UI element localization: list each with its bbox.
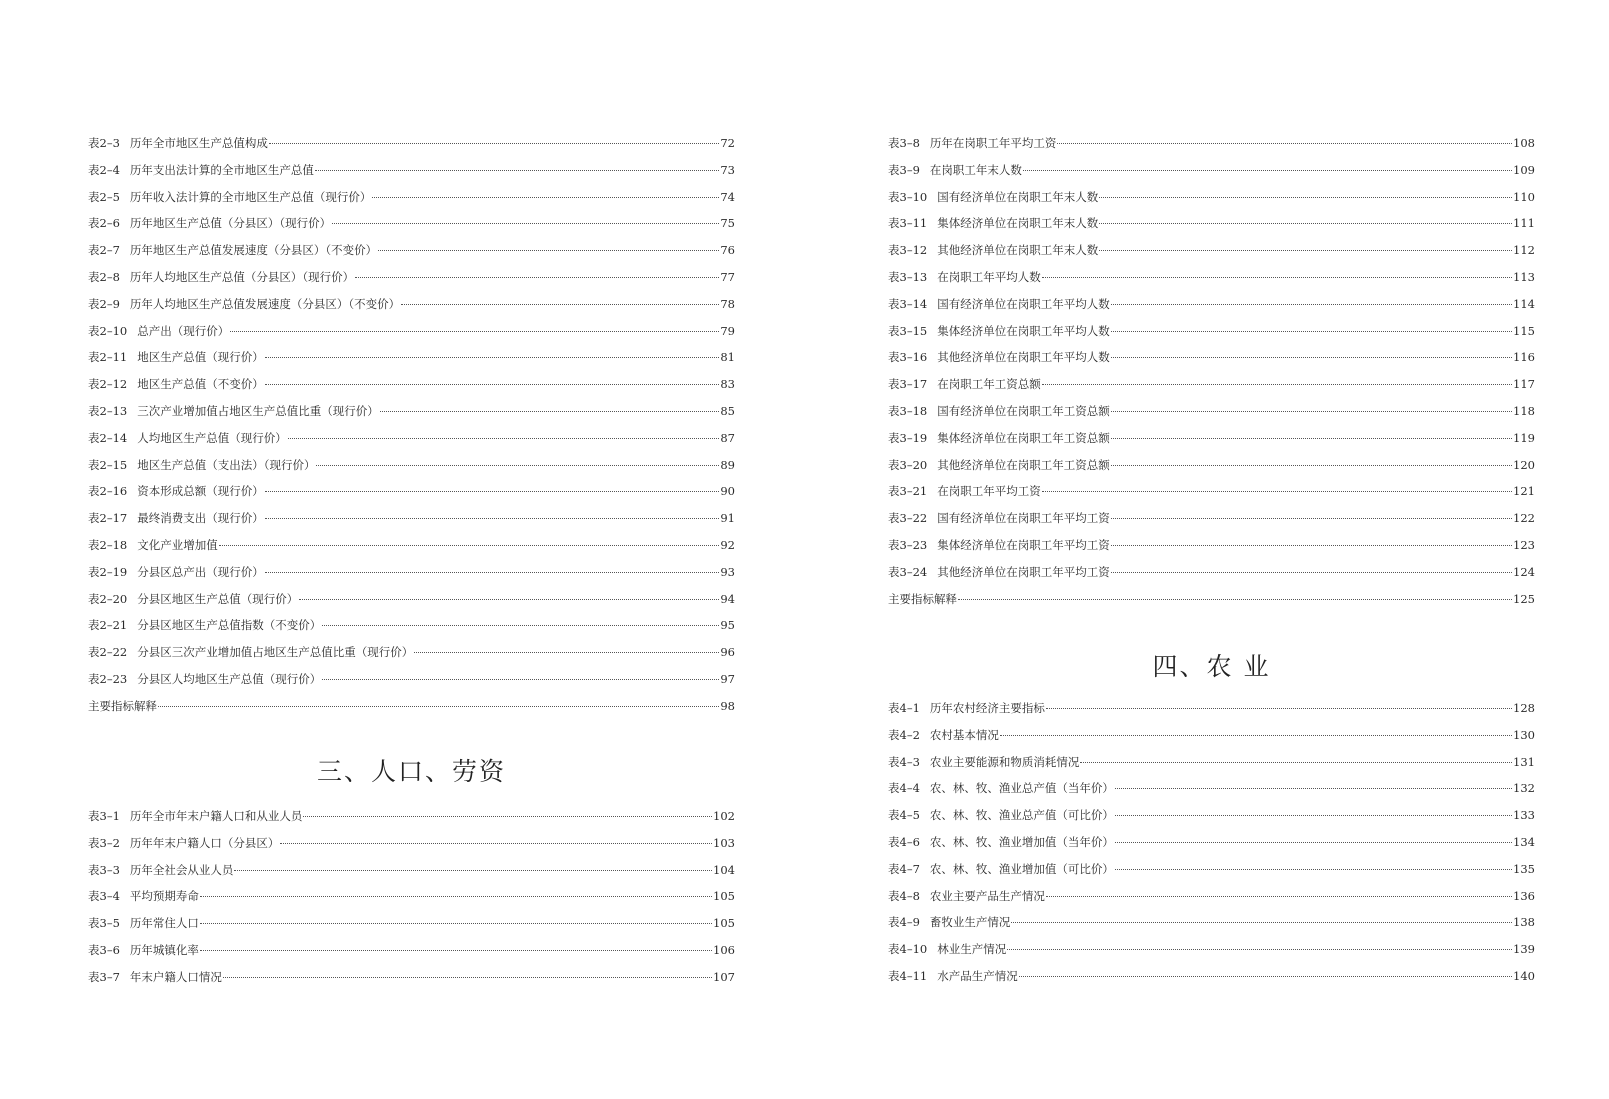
toc-entry[interactable] — [88, 269, 735, 296]
toc-entry-title: 历年农村经济主要指标 — [929, 701, 1045, 715]
toc-entry-page-number: 136 — [1513, 888, 1535, 903]
toc-entry-page-number: 110 — [1513, 189, 1535, 204]
toc-entry-page-number: 74 — [720, 189, 735, 204]
toc-entry[interactable] — [88, 969, 735, 996]
toc-entry-title: 国有经济单位在岗职工年平均工资 — [937, 511, 1110, 526]
leader-dots — [322, 679, 719, 680]
toc-entry-page-number: 125 — [1513, 591, 1535, 606]
left-page — [88, 0, 735, 1099]
toc-entry-title: 农、林、牧、渔业增加值（当年价） — [929, 834, 1114, 849]
toc-entry-page-number: 132 — [1513, 781, 1535, 796]
toc-entry-page-number: 73 — [720, 162, 735, 177]
toc-entry-title: 地区生产总值（不变价） — [137, 377, 264, 392]
toc-entry-code: 表4–4 — [888, 781, 920, 796]
toc-entry[interactable] — [888, 861, 1535, 888]
toc-entry[interactable] — [888, 727, 1535, 754]
leader-dots — [1042, 277, 1512, 278]
toc-entry-page-number: 107 — [713, 969, 735, 984]
toc-entry-page-number: 81 — [720, 350, 735, 365]
leader-dots — [322, 625, 719, 626]
toc-list-right-top — [888, 135, 1535, 617]
toc-entry-code: 表2–11 — [88, 350, 128, 365]
toc-entry-page-number: 109 — [1513, 162, 1535, 177]
toc-entry[interactable] — [888, 941, 1535, 968]
leader-dots — [1115, 842, 1512, 843]
toc-entry[interactable] — [888, 215, 1535, 242]
toc-entry-code: 表3–3 — [88, 862, 120, 877]
leader-dots — [1099, 223, 1512, 224]
toc-entry-title: 集体经济单位在岗职工年末人数 — [937, 216, 1099, 231]
toc-entry-title: 农村基本情况 — [929, 727, 999, 742]
toc-entry-code: 表2–17 — [88, 511, 128, 526]
toc-entry[interactable] — [888, 807, 1535, 834]
toc-entry-page-number: 131 — [1513, 754, 1535, 769]
toc-entry-page-number: 91 — [720, 511, 735, 526]
toc-entry-title: 分县区三次产业增加值占地区生产总值比重（现行价） — [137, 645, 414, 660]
toc-entry-title: 其他经济单位在岗职工年工资总额 — [937, 457, 1110, 472]
toc-entry-title: 集体经济单位在岗职工年平均工资 — [937, 537, 1110, 552]
toc-entry-code: 表2–10 — [88, 323, 128, 338]
toc-entry-code: 表2–21 — [88, 618, 128, 633]
toc-entry-page-number: 105 — [713, 916, 735, 931]
leader-dots — [223, 977, 712, 978]
leader-dots — [1099, 197, 1512, 198]
toc-entry[interactable] — [888, 888, 1535, 915]
toc-entry[interactable] — [888, 968, 1535, 995]
toc-entry-title: 历年人均地区生产总值发展速度（分县区）（不变价） — [129, 296, 401, 311]
toc-entry-page-number: 79 — [720, 323, 735, 338]
toc-entry-code: 表4–2 — [888, 727, 920, 742]
toc-entry-code: 表2–6 — [88, 216, 120, 231]
leader-dots — [1007, 949, 1512, 950]
toc-entry-code: 表2–13 — [88, 403, 128, 418]
toc-entry[interactable] — [888, 483, 1535, 510]
toc-entry-title: 主要指标解释 — [888, 591, 957, 606]
toc-entry-code: 表4–6 — [888, 834, 920, 849]
right-page — [888, 0, 1535, 1099]
toc-entry[interactable] — [88, 915, 735, 942]
toc-entry-title: 农业主要能源和物质消耗情况 — [929, 754, 1080, 769]
toc-entry-code: 表2–14 — [88, 430, 128, 445]
toc-entry-code: 表2–20 — [88, 591, 128, 606]
leader-dots — [1111, 438, 1512, 439]
toc-entry-title: 其他经济单位在岗职工年平均人数 — [937, 350, 1110, 365]
toc-entry-title: 主要指标解释 — [88, 698, 157, 713]
toc-entry-code: 表3–19 — [888, 430, 928, 445]
toc-entry-code: 表3–9 — [888, 162, 920, 177]
toc-entry[interactable] — [888, 564, 1535, 591]
toc-entry-code: 表4–3 — [888, 754, 920, 769]
toc-list-left-bottom — [88, 808, 735, 996]
section-heading-population-labor: 三、人口、劳资 — [316, 757, 506, 786]
toc-entry[interactable] — [888, 591, 1535, 618]
toc-entry[interactable] — [88, 510, 735, 537]
toc-entry-code: 表2–7 — [88, 243, 120, 258]
toc-entry-title: 历年全市地区生产总值构成 — [129, 136, 268, 150]
toc-entry[interactable] — [88, 591, 735, 618]
toc-entry[interactable] — [888, 135, 1535, 162]
toc-entry-page-number: 90 — [720, 484, 735, 499]
leader-dots — [299, 599, 719, 600]
toc-entry-code: 表4–11 — [888, 968, 928, 983]
toc-entry[interactable] — [88, 617, 735, 644]
toc-entry[interactable] — [88, 835, 735, 862]
leader-dots — [234, 870, 712, 871]
toc-entry-code: 表4–10 — [888, 942, 928, 957]
toc-entry[interactable] — [88, 376, 735, 403]
toc-entry-title: 分县区地区生产总值（现行价） — [137, 591, 299, 606]
toc-entry[interactable] — [88, 323, 735, 350]
toc-entry-title: 分县区总产出（现行价） — [137, 564, 264, 579]
toc-entry-title: 农、林、牧、渔业总产值（当年价） — [929, 781, 1114, 796]
leader-dots — [1115, 869, 1512, 870]
toc-entry-title: 农、林、牧、渔业总产值（可比价） — [929, 808, 1114, 823]
leader-dots — [378, 250, 719, 251]
toc-entry[interactable] — [88, 671, 735, 698]
toc-entry-page-number: 112 — [1513, 243, 1535, 258]
leader-dots — [414, 652, 719, 653]
toc-entry-code: 表2–23 — [88, 671, 128, 686]
toc-entry-title: 在岗职工年末人数 — [929, 162, 1022, 177]
toc-entry-title: 国有经济单位在岗职工年平均人数 — [937, 296, 1110, 311]
toc-entry-page-number: 89 — [720, 457, 735, 472]
leader-dots — [1111, 304, 1512, 305]
toc-entry[interactable] — [88, 537, 735, 564]
toc-entry-code: 表2–18 — [88, 537, 128, 552]
toc-entry-page-number: 105 — [713, 889, 735, 904]
leader-dots — [1111, 545, 1512, 546]
leader-dots — [303, 816, 712, 817]
toc-entry-code: 表3–23 — [888, 537, 928, 552]
toc-entry-page-number: 116 — [1513, 350, 1535, 365]
toc-entry[interactable] — [888, 269, 1535, 296]
toc-entry-code: 表2–12 — [88, 377, 128, 392]
toc-entry[interactable] — [88, 430, 735, 457]
toc-entry-code: 表3–6 — [88, 942, 120, 957]
toc-entry-page-number: 139 — [1513, 942, 1535, 957]
toc-entry-page-number: 134 — [1513, 834, 1535, 849]
toc-entry-page-number: 118 — [1513, 403, 1535, 418]
toc-entry-title: 国有经济单位在岗职工年工资总额 — [937, 403, 1110, 418]
toc-entry-title: 水产品生产情况 — [937, 968, 1018, 983]
leader-dots — [230, 331, 719, 332]
toc-entry-page-number: 133 — [1513, 808, 1535, 823]
toc-entry[interactable] — [88, 644, 735, 671]
toc-entry-title: 林业生产情况 — [937, 942, 1007, 957]
toc-entry-title: 历年全社会从业人员 — [129, 862, 234, 877]
leader-dots — [219, 545, 720, 546]
toc-entry-page-number: 115 — [1513, 323, 1535, 338]
toc-entry-code: 表4–9 — [888, 915, 920, 930]
toc-entry-page-number: 83 — [720, 377, 735, 392]
leader-dots — [265, 518, 720, 519]
leader-dots — [1111, 465, 1512, 466]
toc-entry-title: 历年在岗职工年平均工资 — [929, 136, 1057, 150]
toc-entry-page-number: 98 — [720, 698, 735, 713]
leader-dots — [1046, 896, 1512, 897]
leader-dots — [280, 843, 712, 844]
toc-entry-page-number: 96 — [720, 645, 735, 660]
toc-entry-code: 表3–10 — [888, 189, 928, 204]
toc-entry[interactable] — [88, 862, 735, 889]
leader-dots — [958, 599, 1512, 600]
leader-dots — [1115, 788, 1512, 789]
leader-dots — [332, 223, 719, 224]
toc-entry-page-number: 97 — [720, 671, 735, 686]
toc-entry-code: 表2–3 — [88, 136, 120, 150]
toc-entry[interactable] — [888, 349, 1535, 376]
toc-entry-code: 表2–22 — [88, 645, 128, 660]
toc-entry-title: 历年全市年末户籍人口和从业人员 — [129, 809, 303, 823]
toc-entry-page-number: 85 — [720, 403, 735, 418]
toc-entry-code: 表3–12 — [888, 243, 928, 258]
toc-entry-title: 其他经济单位在岗职工年平均工资 — [937, 564, 1110, 579]
leader-dots — [1000, 735, 1512, 736]
leader-dots — [288, 438, 720, 439]
toc-entry[interactable] — [88, 888, 735, 915]
toc-entry-title: 农业主要产品生产情况 — [929, 888, 1045, 903]
toc-entry-title: 历年人均地区生产总值（分县区）（现行价） — [129, 269, 355, 284]
toc-entry-code: 表4–5 — [888, 808, 920, 823]
toc-entry-page-number: 95 — [720, 618, 735, 633]
toc-entry-title: 农、林、牧、渔业增加值（可比价） — [929, 861, 1114, 876]
toc-entry-code: 表3–21 — [888, 484, 928, 499]
toc-entry-title: 历年城镇化率 — [129, 942, 199, 957]
toc-entry-title: 资本形成总额（现行价） — [137, 484, 264, 499]
toc-entry-title: 其他经济单位在岗职工年末人数 — [937, 243, 1099, 258]
toc-entry[interactable] — [888, 242, 1535, 269]
toc-entry[interactable] — [888, 403, 1535, 430]
toc-entry-code: 表3–8 — [888, 136, 920, 150]
leader-dots — [1080, 762, 1512, 763]
toc-entry-code: 表3–22 — [888, 511, 928, 526]
toc-entry-code: 表3–16 — [888, 350, 928, 365]
toc-entry-code: 表3–11 — [888, 216, 928, 231]
toc-entry-title: 历年地区生产总值（分县区）（现行价） — [129, 216, 332, 231]
toc-entry-page-number: 128 — [1513, 701, 1535, 715]
toc-entry[interactable] — [888, 189, 1535, 216]
toc-entry-title: 集体经济单位在岗职工年工资总额 — [937, 430, 1110, 445]
toc-entry-code: 表3–20 — [888, 457, 928, 472]
leader-dots — [1042, 491, 1512, 492]
toc-entry-page-number: 75 — [720, 216, 735, 231]
toc-entry-page-number: 104 — [713, 862, 735, 877]
toc-entry[interactable] — [888, 700, 1535, 727]
toc-entry-page-number: 114 — [1513, 296, 1535, 311]
toc-entry[interactable] — [888, 754, 1535, 781]
toc-entry[interactable] — [888, 376, 1535, 403]
leader-dots — [200, 950, 712, 951]
toc-entry-page-number: 140 — [1513, 968, 1535, 983]
toc-entry-title: 在岗职工年工资总额 — [937, 377, 1041, 392]
toc-entry-code: 表2–5 — [88, 189, 120, 204]
toc-entry-code: 表3–15 — [888, 323, 928, 338]
toc-entry-title: 历年支出法计算的全市地区生产总值 — [129, 162, 314, 177]
toc-entry-title: 人均地区生产总值（现行价） — [137, 430, 287, 445]
toc-entry-title: 集体经济单位在岗职工年平均人数 — [937, 323, 1110, 338]
toc-entry[interactable] — [888, 296, 1535, 323]
toc-entry-title: 文化产业增加值 — [137, 537, 218, 552]
toc-entry-title: 三次产业增加值占地区生产总值比重（现行价） — [137, 403, 379, 418]
toc-entry-title: 最终消费支出（现行价） — [137, 511, 264, 526]
leader-dots — [158, 706, 719, 707]
toc-entry-page-number: 111 — [1513, 216, 1535, 231]
leader-dots — [265, 491, 720, 492]
toc-entry[interactable] — [888, 430, 1535, 457]
toc-entry-page-number: 72 — [720, 136, 735, 150]
toc-list-left-top — [88, 135, 735, 725]
leader-dots — [1111, 572, 1512, 573]
toc-entry-code: 表4–1 — [888, 701, 920, 715]
toc-entry[interactable] — [888, 780, 1535, 807]
toc-entry[interactable] — [888, 510, 1535, 537]
toc-entry-code: 表3–24 — [888, 564, 928, 579]
toc-entry-code: 表3–13 — [888, 269, 928, 284]
toc-entry-page-number: 103 — [713, 835, 735, 850]
toc-entry-title: 历年常住人口 — [129, 916, 199, 931]
toc-entry-title: 国有经济单位在岗职工年末人数 — [937, 189, 1099, 204]
toc-entry-page-number: 122 — [1513, 511, 1535, 526]
toc-entry[interactable] — [888, 834, 1535, 861]
toc-entry-page-number: 120 — [1513, 457, 1535, 472]
leader-dots — [1111, 357, 1512, 358]
toc-entry-code: 表3–14 — [888, 296, 928, 311]
toc-entry-page-number: 130 — [1513, 727, 1535, 742]
toc-entry-code: 表3–17 — [888, 377, 928, 392]
toc-entry-page-number: 76 — [720, 243, 735, 258]
toc-entry[interactable] — [88, 162, 735, 189]
toc-entry-page-number: 106 — [713, 942, 735, 957]
toc-entry[interactable] — [88, 808, 735, 835]
toc-entry-title: 历年年末户籍人口（分县区） — [129, 835, 280, 850]
toc-entry-code: 表2–19 — [88, 564, 128, 579]
toc-entry[interactable] — [88, 296, 735, 323]
toc-entry-page-number: 108 — [1513, 136, 1535, 150]
leader-dots — [1042, 384, 1512, 385]
toc-entry-code: 表3–4 — [88, 889, 120, 904]
leader-dots — [1023, 170, 1512, 171]
toc-entry[interactable] — [88, 242, 735, 269]
toc-entry-title: 历年地区生产总值发展速度（分县区）（不变价） — [129, 243, 378, 258]
toc-entry-page-number: 102 — [713, 809, 735, 823]
toc-entry-code: 表2–9 — [88, 296, 120, 311]
toc-entry-page-number: 93 — [720, 564, 735, 579]
toc-entry[interactable] — [88, 942, 735, 969]
toc-entry[interactable] — [88, 564, 735, 591]
toc-entry-code: 表3–7 — [88, 969, 120, 984]
leader-dots — [401, 304, 719, 305]
leader-dots — [380, 411, 720, 412]
toc-entry-page-number: 138 — [1513, 915, 1535, 930]
toc-entry[interactable] — [88, 349, 735, 376]
toc-entry-title: 畜牧业生产情况 — [929, 915, 1011, 930]
toc-entry-page-number: 113 — [1513, 269, 1535, 284]
leader-dots — [1011, 922, 1512, 923]
toc-entry[interactable] — [88, 215, 735, 242]
leader-dots — [1019, 976, 1512, 977]
leader-dots — [1057, 143, 1512, 144]
toc-entry[interactable] — [88, 698, 735, 725]
toc-entry-page-number: 124 — [1513, 564, 1535, 579]
toc-entry-code: 表2–16 — [88, 484, 128, 499]
leader-dots — [269, 143, 719, 144]
leader-dots — [1111, 331, 1512, 332]
leader-dots — [265, 572, 720, 573]
toc-entry-page-number: 77 — [720, 269, 735, 284]
toc-entry-title: 地区生产总值（现行价） — [137, 350, 264, 365]
toc-entry[interactable] — [88, 189, 735, 216]
section-heading-agriculture: 四、农 业 — [1152, 652, 1271, 681]
toc-entry-code: 表2–4 — [88, 162, 120, 177]
toc-entry-page-number: 119 — [1513, 430, 1535, 445]
leader-dots — [1046, 708, 1512, 709]
toc-entry-page-number: 123 — [1513, 537, 1535, 552]
toc-entry-title: 分县区人均地区生产总值（现行价） — [137, 671, 322, 686]
toc-entry[interactable] — [888, 914, 1535, 941]
leader-dots — [372, 197, 719, 198]
toc-entry-code: 表3–1 — [88, 809, 120, 823]
toc-entry-page-number: 87 — [720, 430, 735, 445]
toc-entry-code: 表4–8 — [888, 888, 920, 903]
leader-dots — [1099, 250, 1512, 251]
leader-dots — [200, 923, 712, 924]
toc-entry[interactable] — [88, 135, 735, 162]
leader-dots — [355, 277, 719, 278]
toc-entry-title: 平均预期寿命 — [129, 889, 199, 904]
toc-entry-code: 表4–7 — [888, 861, 920, 876]
toc-entry-page-number: 78 — [720, 296, 735, 311]
toc-entry-code: 表3–18 — [888, 403, 928, 418]
toc-entry-title: 总产出（现行价） — [137, 323, 230, 338]
toc-entry-code: 表2–8 — [88, 269, 120, 284]
toc-entry-page-number: 92 — [720, 537, 735, 552]
toc-entry[interactable] — [888, 323, 1535, 350]
toc-entry-page-number: 135 — [1513, 861, 1535, 876]
toc-entry-code: 表2–15 — [88, 457, 128, 472]
leader-dots — [265, 384, 720, 385]
leader-dots — [1111, 518, 1512, 519]
leader-dots — [316, 465, 719, 466]
toc-entry-title: 在岗职工年平均工资 — [937, 484, 1041, 499]
leader-dots — [1111, 411, 1512, 412]
toc-entry-title: 分县区地区生产总值指数（不变价） — [137, 618, 322, 633]
toc-entry-code: 表3–2 — [88, 835, 120, 850]
toc-entry-title: 年末户籍人口情况 — [129, 969, 222, 984]
toc-entry-title: 地区生产总值（支出法）（现行价） — [137, 457, 316, 472]
toc-entry[interactable] — [888, 457, 1535, 484]
toc-entry-code: 表3–5 — [88, 916, 120, 931]
toc-entry-title: 历年收入法计算的全市地区生产总值（现行价） — [129, 189, 372, 204]
toc-entry[interactable] — [888, 162, 1535, 189]
leader-dots — [265, 357, 720, 358]
toc-entry[interactable] — [888, 537, 1535, 564]
toc-entry-page-number: 121 — [1513, 484, 1535, 499]
leader-dots — [1115, 815, 1512, 816]
toc-list-right-bottom — [888, 700, 1535, 995]
leader-dots — [315, 170, 719, 171]
toc-entry[interactable] — [88, 457, 735, 484]
toc-entry[interactable] — [88, 483, 735, 510]
toc-entry-page-number: 94 — [720, 591, 735, 606]
toc-entry-page-number: 117 — [1513, 377, 1535, 392]
toc-entry-title: 在岗职工年平均人数 — [937, 269, 1041, 284]
toc-entry[interactable] — [88, 403, 735, 430]
leader-dots — [200, 896, 712, 897]
